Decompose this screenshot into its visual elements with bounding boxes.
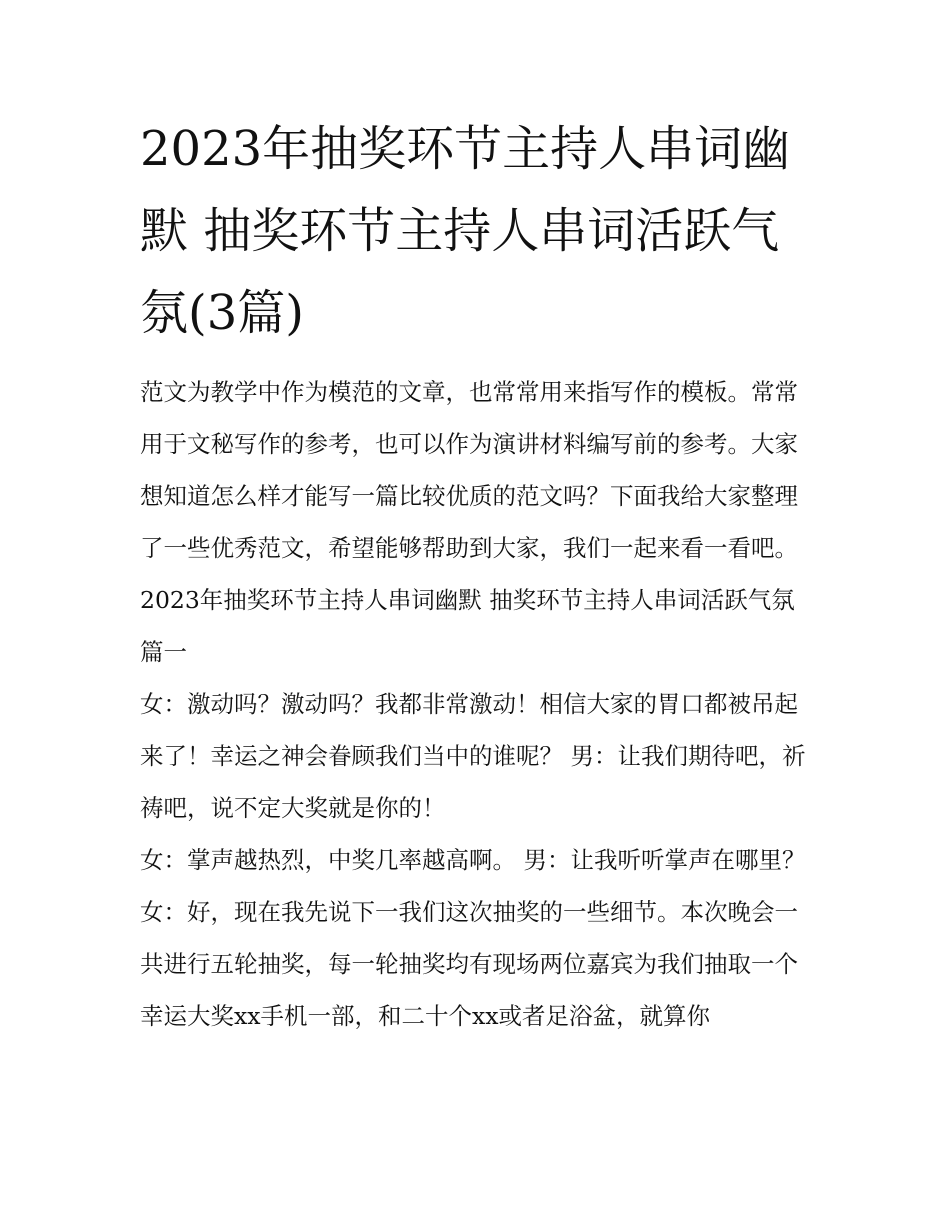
document-page <box>140 108 816 1042</box>
body-paragraph: 女：好，现在我先说下一我们这次抽奖的一些细节。本次晚会一共进行五轮抽奖，每一轮抽奖均有现场两位嘉宾为我们抽取一个幸运大奖xx手机一部，和二十个xx或者足浴盆，就算你 <box>140 898 798 1030</box>
body-paragraph: 女：激动吗？激动吗？我都非常激动！相信大家的胃口都被吊起来了！幸运之神会眷顾我们当中的谁呢？ 男：让我们期待吧，祈祷吧，说不定大奖就是你的！ <box>140 690 806 822</box>
intro-paragraph: 范文为教学中作为模范的文章，也常常用来指写作的模板。常常用于文秘写作的参考，也可以作为演讲材料编写前的参考。大家想知道怎么样才能写一篇比较优质的范文吗？下面我给大家整理了一些优秀范文，希望能够帮助到大家，我们一起来看一看吧。 <box>140 378 798 562</box>
document-title: 2023年抽奖环节主持人串词幽默 抽奖环节主持人串词活跃气氛(3篇) <box>140 121 791 341</box>
section-heading: 2023年抽奖环节主持人串词幽默 抽奖环节主持人串词活跃气氛篇一 <box>140 586 795 666</box>
body-paragraph: 女：掌声越热烈，中奖几率越高啊。 男：让我听听掌声在哪里？ <box>140 846 806 874</box>
